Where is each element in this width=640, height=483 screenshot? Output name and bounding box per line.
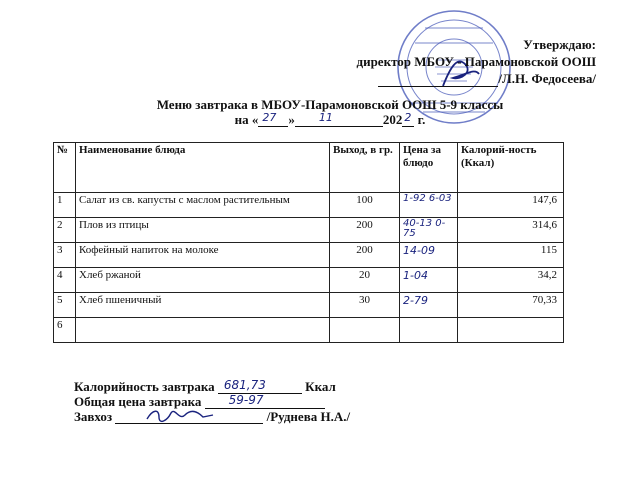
date-year-field <box>402 111 414 127</box>
date-year-digit: 2 <box>404 111 412 124</box>
menu-table <box>53 142 564 343</box>
row-price: 40-13 0-75 <box>400 218 458 243</box>
signature-line <box>378 74 498 87</box>
row-calories: 314,6 <box>458 218 564 243</box>
calories-label: Калорийность завтрака <box>74 379 215 394</box>
date-day: 27 <box>262 111 277 124</box>
table-row <box>54 293 564 318</box>
date-month-field <box>295 111 383 127</box>
total-field <box>205 393 325 409</box>
date-mid: » <box>288 112 295 127</box>
table-header-row <box>54 143 564 193</box>
header-yield: Выход, в гр. <box>330 143 400 193</box>
table-row <box>54 218 564 243</box>
table-row <box>54 243 564 268</box>
manager-label: Завхоз <box>74 409 113 424</box>
footer-block <box>74 379 350 424</box>
row-price: 14-09 <box>400 243 458 268</box>
manager-name: /Руднева Н.А./ <box>266 409 351 424</box>
row-dish-name: Хлеб ржаной <box>76 268 330 293</box>
row-num: 3 <box>54 243 76 268</box>
row-yield: 200 <box>330 243 400 268</box>
row-dish-name: Хлеб пшеничный <box>76 293 330 318</box>
table-row <box>54 318 564 343</box>
row-price: 1-92 6-03 <box>400 193 458 218</box>
total-label: Общая цена завтрака <box>74 394 202 409</box>
table-row <box>54 193 564 218</box>
row-price: 2-79 <box>400 293 458 318</box>
row-num: 5 <box>54 293 76 318</box>
row-dish-name: Плов из птицы <box>76 218 330 243</box>
row-num: 6 <box>54 318 76 343</box>
calories-line <box>74 379 350 394</box>
manager-signature <box>145 407 215 423</box>
row-dish-name <box>76 318 330 343</box>
date-prefix: на « <box>234 112 259 127</box>
table-row <box>54 268 564 293</box>
total-value: 59-97 <box>228 393 264 407</box>
menu-title <box>120 97 540 127</box>
row-calories: 70,33 <box>458 293 564 318</box>
date-day-field <box>258 111 288 127</box>
row-calories: 115 <box>458 243 564 268</box>
calories-unit: Ккал <box>305 379 336 394</box>
date-year: 202 <box>382 112 403 127</box>
row-dish-name: Кофейный напиток на молоке <box>76 243 330 268</box>
row-yield: 200 <box>330 218 400 243</box>
header-num: № <box>54 143 76 193</box>
approval-position: директор МБОУ - Парамоновской ООШ <box>356 54 596 69</box>
row-yield: 30 <box>330 293 400 318</box>
manager-signature-field <box>115 411 263 424</box>
row-dish-name: Салат из св. капусты с маслом растительным <box>76 193 330 218</box>
row-yield: 20 <box>330 268 400 293</box>
row-price: 1-04 <box>400 268 458 293</box>
row-num: 1 <box>54 193 76 218</box>
menu-date <box>120 112 540 127</box>
row-calories: 147,6 <box>458 193 564 218</box>
header-price: Цена за блюдо <box>400 143 458 193</box>
row-calories: 34,2 <box>458 268 564 293</box>
calories-value: 681,73 <box>223 378 266 392</box>
row-price <box>400 318 458 343</box>
header-calories: Калорий-ность (Ккал) <box>458 143 564 193</box>
date-month: 11 <box>318 111 333 124</box>
row-num: 4 <box>54 268 76 293</box>
row-yield: 100 <box>330 193 400 218</box>
date-suffix: г. <box>417 112 426 127</box>
approval-name: /Л.Н. Федосеева/ <box>498 71 596 86</box>
approval-title: Утверждаю: <box>523 37 596 52</box>
row-num: 2 <box>54 218 76 243</box>
row-yield <box>330 318 400 343</box>
approval-block <box>357 36 596 87</box>
header-name: Наименование блюда <box>76 143 330 193</box>
menu-title-text: Меню завтрака в МБОУ-Парамоновской ООШ 5-9 классы <box>156 97 504 112</box>
manager-line <box>74 409 350 424</box>
approval-signature-line <box>357 70 596 87</box>
row-calories <box>458 318 564 343</box>
